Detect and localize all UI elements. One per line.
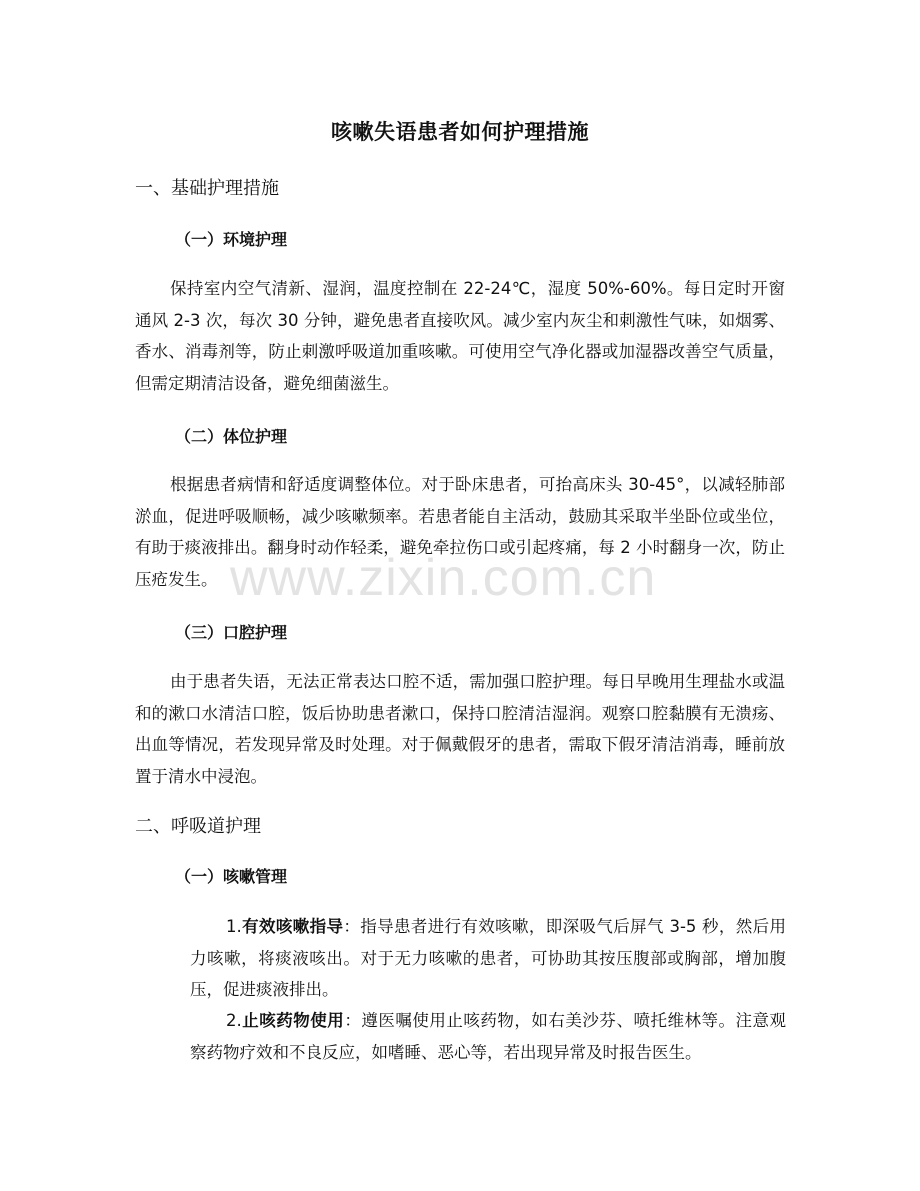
paragraph: 保持室内空气清新、湿润，温度控制在 22-24℃，湿度 50%-60%。每日定时开窗通风 2-3 次，每次 30 分钟，避免患者直接吹风。减少室内灰尘和刺激性气味，如烟雾、香水、消毒剂等，防止刺激呼吸道加重咳嗽。可使用空气净化器或加湿器改善空气质量，但需定期清洁设备，避免细菌滋生。 xyxy=(135,279,785,393)
list-item-text: ：指导患者进行有效咳嗽，即深吸气后屏气 3-5 秒，然后用力咳嗽，将痰液咳出。对于无力咳嗽的患者，可协助其按压腹部或胸部，增加腹压，促进痰液排出。 xyxy=(190,917,786,999)
subsection-heading: （一）咳嗽管理 xyxy=(175,867,288,886)
subsection-heading: （一）环境护理 xyxy=(175,230,288,249)
list-item-number: 1. xyxy=(226,917,242,936)
section-heading: 二、呼吸道护理 xyxy=(135,816,261,837)
subsection-heading: （三）口腔护理 xyxy=(175,623,288,642)
paragraph: 根据患者病情和舒适度调整体位。对于卧床患者，可抬高床头 30-45°，以减轻肺部淤血，促进呼吸顺畅，减少咳嗽频率。若患者能自主活动，鼓励其采取半坐卧位或坐位，有助于痰液排出。翻身时动作轻柔，避免牵拉伤口或引起疼痛，每 2 小时翻身一次，防止压疮发生。 xyxy=(135,475,785,589)
list-item-number: 2. xyxy=(226,1011,242,1030)
watermark: www.zixin.com.cn xyxy=(230,549,657,607)
list-item-label: 止咳药物使用 xyxy=(241,1011,345,1030)
document-title: 咳嗽失语患者如何护理措施 xyxy=(331,120,589,144)
paragraph: 由于患者失语，无法正常表达口腔不适，需加强口腔护理。每日早晚用生理盐水或温和的漱口水清洁口腔，饭后协助患者漱口，保持口腔清洁湿润。观察口腔黏膜有无溃疡、出血等情况，若发现异常及时处理。对于佩戴假牙的患者，需取下假牙清洁消毒，睡前放置于清水中浸泡。 xyxy=(135,672,785,786)
list-item-label: 有效咳嗽指导 xyxy=(241,917,344,936)
subsection-heading: （二）体位护理 xyxy=(175,427,288,446)
list-item xyxy=(190,1005,786,1068)
list-item xyxy=(190,911,786,1006)
section-heading: 一、基础护理措施 xyxy=(135,178,279,199)
list-item-text: ：遵医嘱使用止咳药物，如右美沙芬、喷托维林等。注意观察药物疗效和不良反应，如嗜睡、恶心等，若出现异常及时报告医生。 xyxy=(190,1011,787,1062)
